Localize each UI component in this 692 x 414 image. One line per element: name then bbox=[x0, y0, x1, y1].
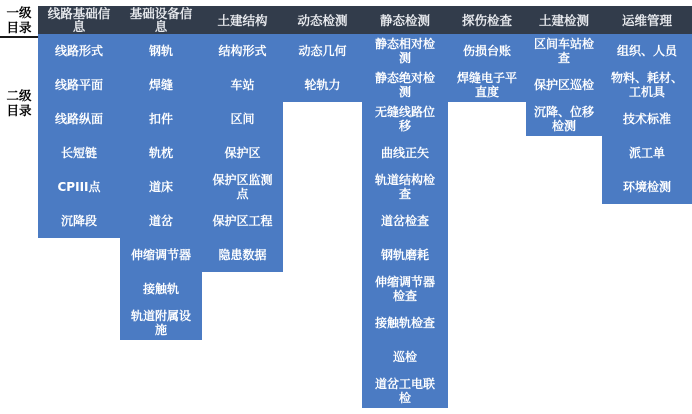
level2-item: 物料、耗材、工机具 bbox=[602, 68, 692, 102]
level2-item: 轨道结构检查 bbox=[362, 170, 448, 204]
column-static-detection bbox=[362, 6, 448, 408]
column-civil-detection bbox=[526, 6, 602, 136]
column-equipment-info bbox=[120, 6, 202, 340]
level2-item: 静态绝对检测 bbox=[362, 68, 448, 102]
level2-item: 线路平面 bbox=[38, 68, 120, 102]
level2-item: 动态几何 bbox=[283, 34, 362, 68]
level2-item: 组织、人员 bbox=[602, 34, 692, 68]
header-civil-structure: 土建结构 bbox=[202, 6, 283, 34]
level2-item: 保护区巡检 bbox=[526, 68, 602, 102]
level2-item: 技术标准 bbox=[602, 102, 692, 136]
column-civil-structure bbox=[202, 6, 283, 272]
side-divider-line bbox=[0, 36, 39, 38]
level2-item: 长短链 bbox=[38, 136, 120, 170]
level2-item: 道床 bbox=[120, 170, 202, 204]
level2-item: 隐患数据 bbox=[202, 238, 283, 272]
level2-item: 道岔工电联检 bbox=[362, 374, 448, 408]
header-civil-detection: 土建检测 bbox=[526, 6, 602, 34]
level2-item: 曲线正矢 bbox=[362, 136, 448, 170]
level1-directory-label: 一级目录 bbox=[6, 5, 32, 35]
level2-item: CPIII点 bbox=[38, 170, 120, 204]
column-flaw-inspection bbox=[448, 6, 526, 102]
level2-item: 钢轨磨耗 bbox=[362, 238, 448, 272]
level2-item: 沉降段 bbox=[38, 204, 120, 238]
level2-item: 环境检测 bbox=[602, 170, 692, 204]
level2-item: 线路形式 bbox=[38, 34, 120, 68]
level2-item: 结构形式 bbox=[202, 34, 283, 68]
header-dynamic-detection: 动态检测 bbox=[283, 6, 362, 34]
header-om-management: 运维管理 bbox=[602, 6, 692, 34]
level2-directory-label: 二级目录 bbox=[6, 88, 32, 118]
column-line-basic-info bbox=[38, 6, 120, 238]
level2-item: 轨道附属设施 bbox=[120, 306, 202, 340]
header-static-detection: 静态检测 bbox=[362, 6, 448, 34]
level2-item: 道岔 bbox=[120, 204, 202, 238]
level2-item: 保护区 bbox=[202, 136, 283, 170]
header-line-basic-info: 线路基础信息 bbox=[38, 6, 120, 34]
level2-item: 轮轨力 bbox=[283, 68, 362, 102]
level2-item: 派工单 bbox=[602, 136, 692, 170]
column-om-management bbox=[602, 6, 692, 204]
directory-grid bbox=[38, 6, 692, 408]
header-flaw-inspection: 探伤检查 bbox=[448, 6, 526, 34]
level2-item: 扣件 bbox=[120, 102, 202, 136]
column-dynamic-detection bbox=[283, 6, 362, 102]
level2-item: 无缝线路位移 bbox=[362, 102, 448, 136]
level2-item: 静态相对检测 bbox=[362, 34, 448, 68]
level2-item: 伸缩调节器检查 bbox=[362, 272, 448, 306]
level2-item: 接触轨检查 bbox=[362, 306, 448, 340]
level2-item: 接触轨 bbox=[120, 272, 202, 306]
level2-item: 焊缝 bbox=[120, 68, 202, 102]
level2-item: 焊缝电子平直度 bbox=[448, 68, 526, 102]
level2-item: 巡检 bbox=[362, 340, 448, 374]
level2-item: 车站 bbox=[202, 68, 283, 102]
level2-item: 轨枕 bbox=[120, 136, 202, 170]
level2-item: 区间 bbox=[202, 102, 283, 136]
level2-item: 伤损台账 bbox=[448, 34, 526, 68]
level2-item: 沉降、位移检测 bbox=[526, 102, 602, 136]
level2-item: 保护区监测点 bbox=[202, 170, 283, 204]
header-equipment-info: 基础设备信息 bbox=[120, 6, 202, 34]
level2-item: 伸缩调节器 bbox=[120, 238, 202, 272]
level2-item: 区间车站检查 bbox=[526, 34, 602, 68]
level2-item: 保护区工程 bbox=[202, 204, 283, 238]
level2-item: 钢轨 bbox=[120, 34, 202, 68]
level2-item: 线路纵面 bbox=[38, 102, 120, 136]
level2-item: 道岔检查 bbox=[362, 204, 448, 238]
